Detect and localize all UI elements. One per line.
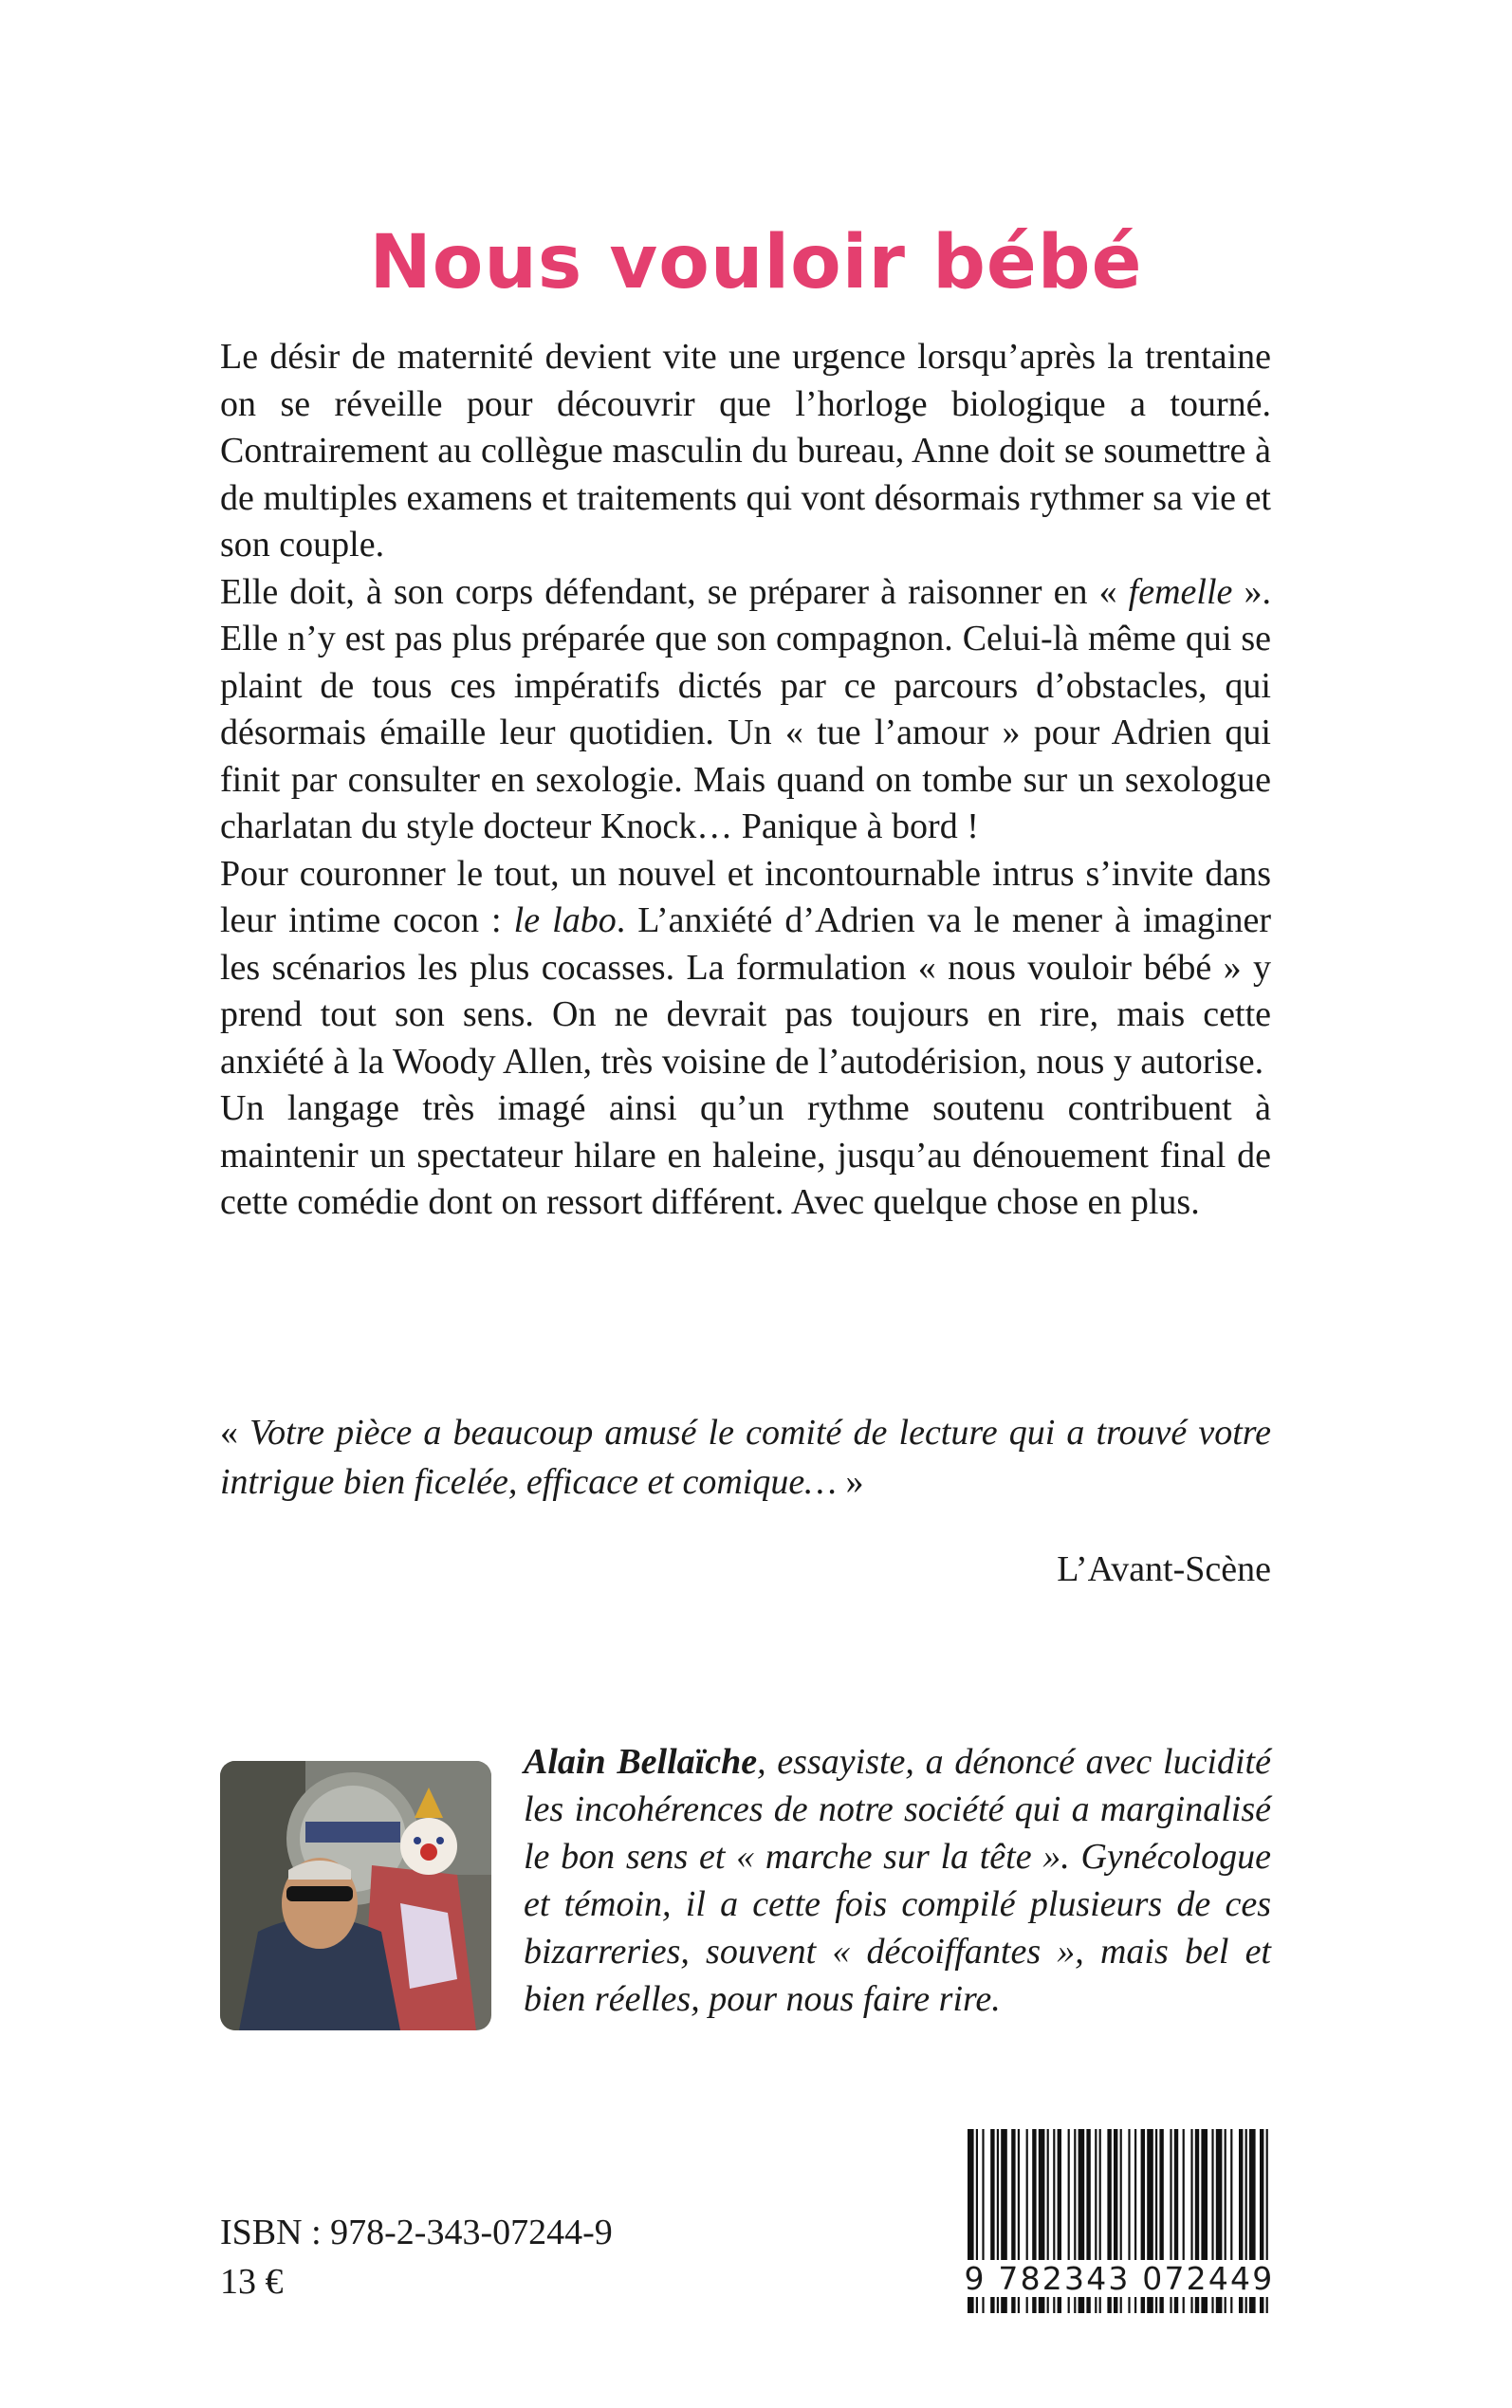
isbn: ISBN : 978-2-343-07244-9 [220,2213,613,2252]
paragraph-segment-italic: femelle [1128,571,1233,612]
barcode-digits: 9 782343 072449 [958,2260,1281,2297]
book-title: Nous vouloir bébé [369,220,1143,306]
paragraph-segment: Un langage très imagé ainsi qu’un rythme soutenu contribuent à maintenir un spectateur hilare en haleine, jusqu’au dénouement final de cette comédie dont on ressort différent. Avec quelque chose en plus. [220,1088,1271,1222]
synopsis-paragraph-4 [220,1085,1271,1227]
review-quote [220,1408,1271,1507]
quote-source: L’Avant-Scène [1057,1549,1271,1589]
paragraph-segment: Le désir de maternité devient vite une urgence lorsqu’après la trentaine on se réveille pour découvrir que l’horloge biologique a tourné. Contrairement au collègue masculin du bureau, Anne doit se soumettre à de multiples examens et traitements qui vont désormais rythmer sa vie et son couple. [220,337,1271,565]
paragraph-segment: . L’anxiété d’Adrien va le mener à imaginer les scénarios les plus cocasses. La formulation « nous vouloir bébé » y prend tout son sens. On ne devrait pas toujours en rire, mais cette anxiété à la Woody Allen, très voisine de l’autodérision, nous y autorise. [220,900,1272,1082]
paragraph-segment: Pour couronner le tout, un nouvel et incontournable intrus s’invite dans leur intime cocon : [220,853,1271,940]
author-bio-text: , essayiste, a dénoncé avec lucidité les incohérences de notre société qui a marginalisé le bon sens et « marche sur la tête ». Gynécologue et témoin, il a cette fois compilé plusieurs de ces bizarreries, souvent « décoiffantes », mais bel et bien réelles, pour nous faire rire. [524,1742,1271,2019]
quote-close-mark: » [836,1462,864,1502]
synopsis-paragraph-1 [220,334,1271,569]
synopsis [220,334,1271,1227]
paragraph-segment-italic: le labo [513,900,617,940]
author-photo-image [220,1761,491,2030]
author-bio [524,1738,1271,2023]
author-photo [220,1761,491,2030]
synopsis-paragraph-2 [220,569,1271,851]
quote-text: Votre pièce a beaucoup amusé le comité de lecture qui a trouvé votre intrigue bien ficelée, efficace et comique… [220,1413,1272,1502]
paragraph-segment: Elle doit, à son corps défendant, se préparer à raisonner en « [220,571,1129,612]
quote-open-mark: « [220,1413,250,1453]
author-name: Alain Bellaïche [524,1742,758,1782]
synopsis-paragraph-3 [220,851,1271,1086]
price: 13 € [220,2262,284,2302]
paragraph-segment: ». Elle n’y est pas plus préparée que son compagnon. Celui-là même qui se plaint de tous ces impératifs dictés par ce parcours d’obstacles, qui désormais émaille leur quotidien. Un « tue l’amour » pour Adrien qui finit par consulter en sexologie. Mais quand on tombe sur un sexologue charlatan du style docteur Knock… Panique à bord ! [220,571,1271,846]
